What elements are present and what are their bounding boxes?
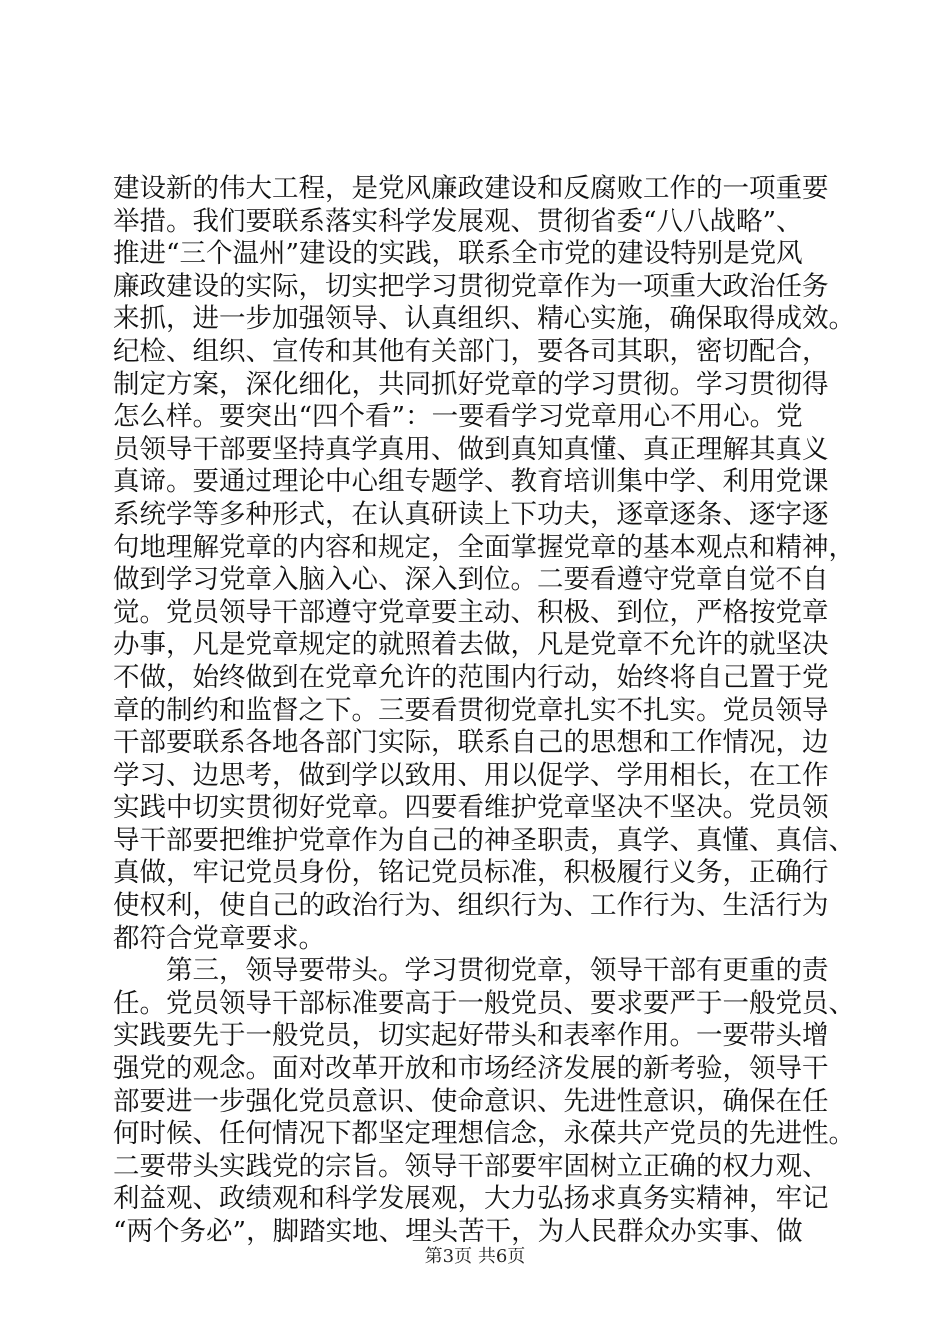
text-line: 办事，凡是党章规定的就照着去做，凡是党章不允许的就坚决 [113,629,829,661]
text-line: 系统学等多种形式，在认真研读上下功夫，逐章逐条、逐字逐 [113,498,829,530]
text-line: 推进“三个温州”建设的实践，联系全市党的建设特别是党风 [113,238,803,270]
paragraph-start-line: 第三，领导要带头。学习贯彻党章，领导干部有更重的责 [113,955,829,987]
text-line: 导干部要把维护党章作为自己的神圣职责，真学、真懂、真信、 [113,824,855,856]
text-line: 实践要先于一般党员，切实起好带头和表率作用。一要带头增 [113,1020,829,1052]
text-line: 怎么样。要突出“四个看”：一要看学习党章用心不用心。党 [113,401,803,433]
text-line: 建设新的伟大工程，是党风廉政建设和反腐败工作的一项重要 [113,173,829,204]
text-line: 廉政建设的实际，切实把学习贯彻党章作为一项重大政治任务 [113,270,829,302]
text-line: 制定方案，深化细化，共同抓好党章的学习贯彻。学习贯彻得 [113,368,829,400]
text-line: 员领导干部要坚持真学真用、做到真知真懂、真正理解其真义 [113,433,829,465]
text-line: 真做，牢记党员身份，铭记党员标准，积极履行义务，正确行 [113,857,829,889]
page-number-footer: 第3页 共6页 [424,1246,526,1267]
text-line: 来抓，进一步加强领导、认真组织、精心实施，确保取得成效。 [113,303,855,335]
text-line: 举措。我们要联系落实科学发展观、贯彻省委“八八战略”、 [113,205,803,237]
text-line: 学习、边思考，做到学以致用、用以促学、学用相长，在工作 [113,759,829,791]
text-line: 二要带头实践党的宗旨。领导干部要牢固树立正确的权力观、 [113,1150,829,1182]
text-line: 章的制约和监督之下。三要看贯彻党章扎实不扎实。党员领导 [113,694,829,726]
text-line: 强党的观念。面对改革开放和市场经济发展的新考验，领导干 [113,1053,829,1085]
text-line: 做到学习党章入脑入心、深入到位。二要看遵守党章自觉不自 [113,564,829,596]
text-line: “两个务必”，脚踏实地、埋头苦干，为人民群众办实事、做 [113,1216,803,1247]
text-line: 都符合党章要求。 [113,922,325,954]
text-line: 纪检、组织、宣传和其他有关部门，要各司其职，密切配合， [113,335,829,367]
text-line: 部要进一步强化党员意识、使命意识、先进性意识，确保在任 [113,1085,829,1117]
text-line: 觉。党员领导干部遵守党章要主动、积极、到位，严格按党章 [113,596,829,628]
text-line: 实践中切实贯彻好党章。四要看维护党章坚决不坚决。党员领 [113,792,829,824]
text-line: 真谛。要通过理论中心组专题学、教育培训集中学、利用党课 [113,466,829,498]
text-line: 利益观、政绩观和科学发展观，大力弘扬求真务实精神，牢记 [113,1183,829,1215]
text-line: 何时候、任何情况下都坚定理想信念，永葆共产党员的先进性。 [113,1118,855,1150]
text-line: 句地理解党章的内容和规定，全面掌握党章的基本观点和精神， [113,531,855,563]
text-line: 任。党员领导干部标准要高于一般党员、要求要严于一般党员、 [113,987,855,1019]
text-line: 不做，始终做到在党章允许的范围内行动，始终将自己置于党 [113,661,829,693]
text-line: 使权利，使自己的政治行为、组织行为、工作行为、生活行为 [113,890,829,922]
text-line: 干部要联系各地各部门实际，联系自己的思想和工作情况，边 [113,727,829,759]
body-text [113,173,855,1249]
